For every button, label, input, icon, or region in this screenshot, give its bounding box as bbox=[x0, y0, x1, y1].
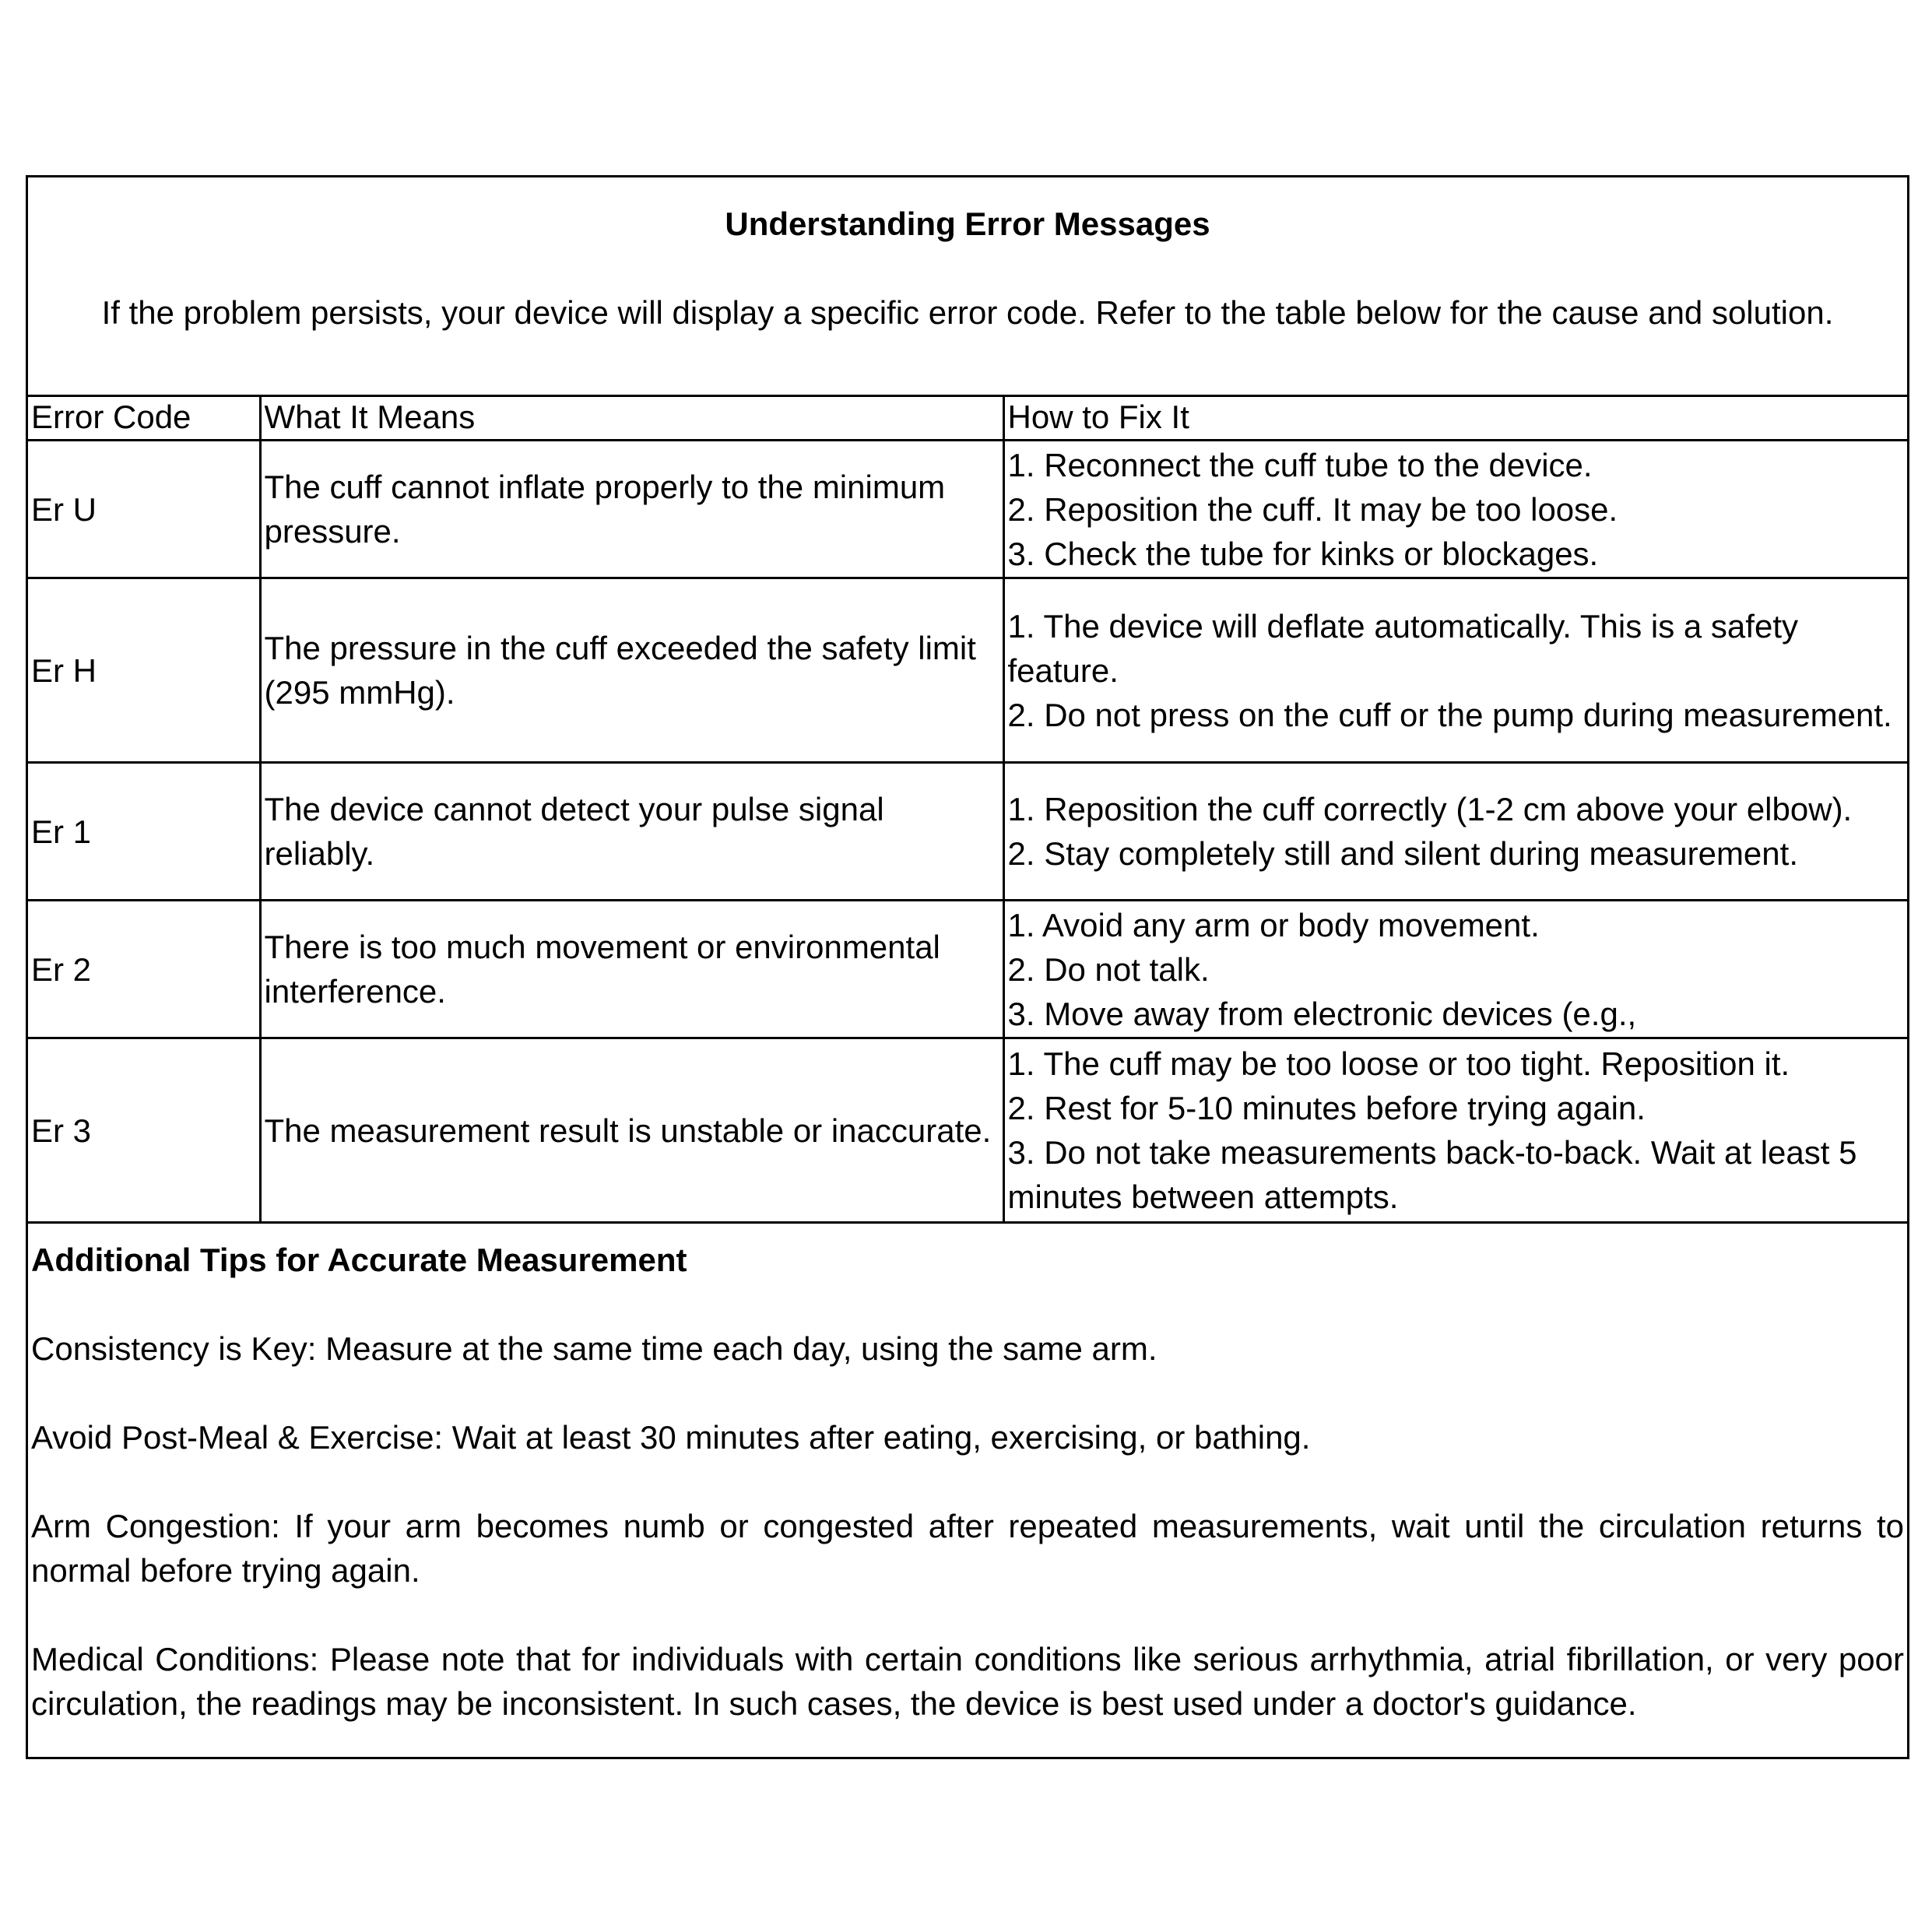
fix-step: 2. Stay completely still and silent during measurement. bbox=[1007, 835, 1798, 872]
fix-step: 3. Do not take measurements back-to-back. Wait at least 5 minutes between attempts. bbox=[1007, 1134, 1857, 1215]
table-header-row bbox=[28, 395, 1907, 441]
error-code-table bbox=[28, 395, 1907, 1224]
fix-step: 1. The device will deflate automatically. This is a safety feature. bbox=[1007, 607, 1798, 689]
error-meaning-cell: The pressure in the cuff exceeded the safety limit (295 mmHg). bbox=[260, 578, 1003, 763]
error-fix-cell bbox=[1003, 441, 1907, 578]
header-what-it-means: What It Means bbox=[260, 395, 1003, 441]
fix-step: 2. Do not talk. bbox=[1007, 950, 1210, 988]
error-code-cell: Er 3 bbox=[28, 1038, 260, 1223]
error-fix-cell bbox=[1003, 1038, 1907, 1223]
fix-step: 2. Rest for 5-10 minutes before trying again. bbox=[1007, 1090, 1646, 1126]
error-messages-sheet bbox=[26, 175, 1909, 1759]
error-fix-cell bbox=[1003, 901, 1907, 1038]
title-block bbox=[28, 177, 1907, 397]
tip-arm-congestion: Arm Congestion: If your arm becomes numb or congested after repeated measurements, wait until the circulation returns to normal before trying again. bbox=[31, 1508, 1904, 1589]
tip-consistency: Consistency is Key: Measure at the same time each day, using the same arm. bbox=[31, 1330, 1157, 1367]
fix-step: 3. Move away from electronic devices (e.g., bbox=[1007, 995, 1637, 1032]
fix-step: 1. Reposition the cuff correctly (1-2 cm above your elbow). bbox=[1007, 791, 1853, 827]
table-row bbox=[28, 1038, 1907, 1223]
header-error-code: Error Code bbox=[28, 395, 260, 441]
error-code-cell: Er 2 bbox=[28, 901, 260, 1038]
fix-step: 3. Check the tube for kinks or blockages. bbox=[1007, 535, 1599, 572]
fix-step: 1. The cuff may be too loose or too tight. Reposition it. bbox=[1007, 1045, 1790, 1082]
table-row bbox=[28, 901, 1907, 1038]
error-code-cell: Er H bbox=[28, 578, 260, 763]
tip-post-meal: Avoid Post-Meal & Exercise: Wait at least 30 minutes after eating, exercising, or bathing. bbox=[31, 1419, 1311, 1456]
error-code-cell: Er U bbox=[28, 441, 260, 578]
table-row bbox=[28, 441, 1907, 578]
error-fix-cell bbox=[1003, 578, 1907, 763]
intro-text: If the problem persists, your device will display a specific error code. Refer to the table below for the cause and solution. bbox=[101, 294, 1834, 331]
tips-heading: Additional Tips for Accurate Measurement bbox=[31, 1242, 687, 1278]
error-meaning-cell: There is too much movement or environmental interference. bbox=[260, 901, 1003, 1038]
fix-step: 2. Do not press on the cuff or the pump during measurement. bbox=[1007, 696, 1892, 733]
header-how-to-fix: How to Fix It bbox=[1003, 395, 1907, 441]
tip-medical-conditions: Medical Conditions: Please note that for individuals with certain conditions like serious arrhythmia, atrial fibrillation, or very poor circulation, the readings may be inconsistent. In such cases, the device is best used under a doctor's guidance. bbox=[31, 1641, 1904, 1722]
fix-step: 1. Reconnect the cuff tube to the device. bbox=[1007, 446, 1593, 483]
error-meaning-cell: The cuff cannot inflate properly to the minimum pressure. bbox=[260, 441, 1003, 578]
page-title: Understanding Error Messages bbox=[725, 205, 1210, 242]
fix-step: 2. Reposition the cuff. It may be too loose. bbox=[1007, 490, 1618, 528]
additional-tips-section bbox=[28, 1221, 1907, 1726]
table-row bbox=[28, 763, 1907, 901]
fix-step: 1. Avoid any arm or body movement. bbox=[1007, 906, 1540, 943]
error-meaning-cell: The device cannot detect your pulse signal reliably. bbox=[260, 763, 1003, 901]
table-row bbox=[28, 578, 1907, 763]
error-meaning-cell: The measurement result is unstable or inaccurate. bbox=[260, 1038, 1003, 1223]
error-code-cell: Er 1 bbox=[28, 763, 260, 901]
error-fix-cell bbox=[1003, 763, 1907, 901]
